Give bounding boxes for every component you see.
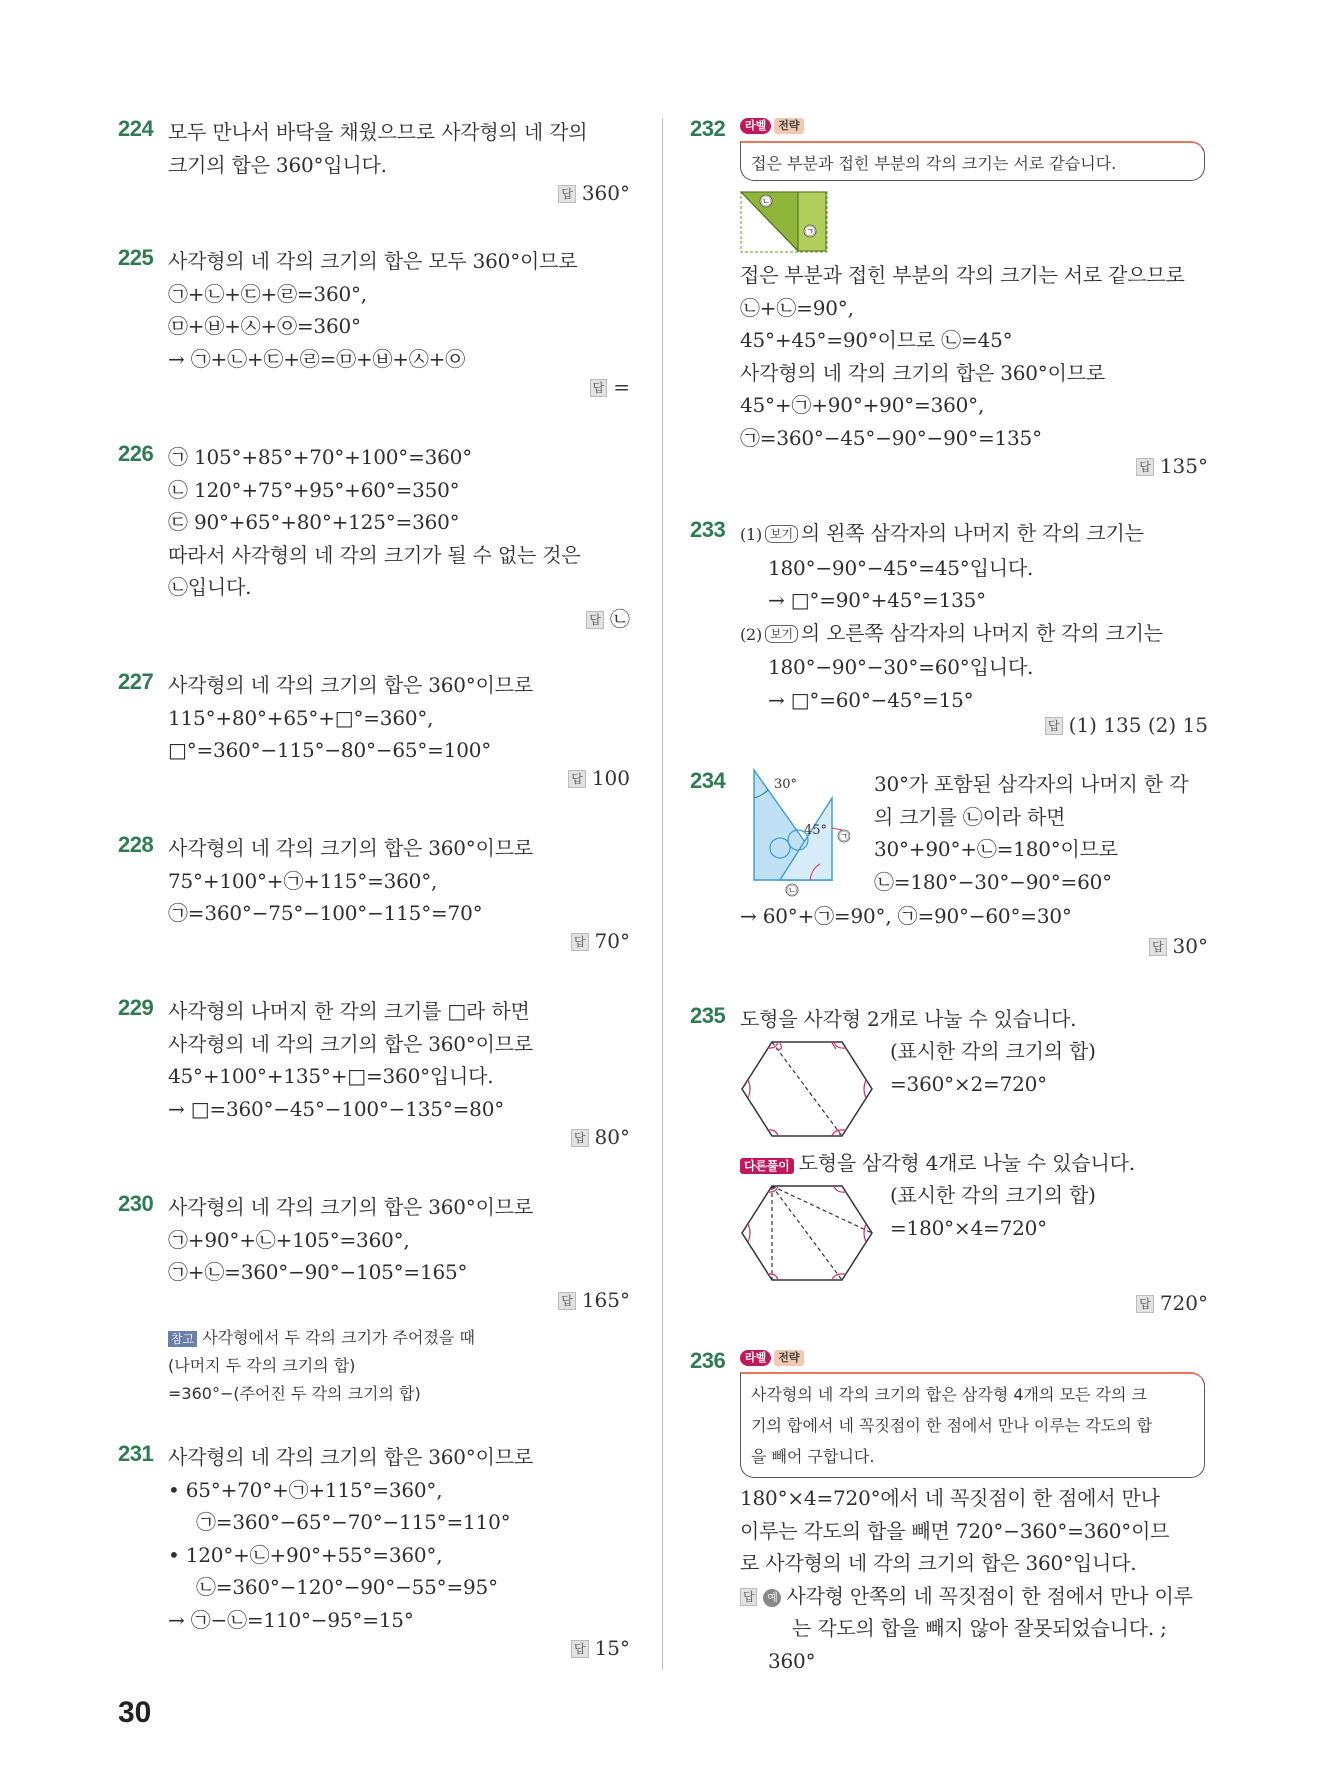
problem-number: 231 — [118, 1441, 154, 1466]
figure-label: ㉠ — [805, 227, 815, 238]
solution-line: 로 사각형의 네 각의 크기의 합은 360°입니다. — [740, 1551, 1137, 1575]
line-text: 의 왼쪽 삼각자의 나머지 한 각의 크기는 — [800, 521, 1144, 545]
problem-number: 225 — [118, 245, 154, 270]
reference-note — [168, 1324, 475, 1408]
solution-line: ㉡+㉡=90°, — [740, 295, 854, 320]
solution-line: 사각형의 나머지 한 각의 크기를 □라 하면 — [168, 999, 530, 1023]
solution-line: ㉠=360°−45°−90°−90°=135° — [740, 425, 1042, 450]
strategy-text: 사각형의 네 각의 크기의 합은 삼각형 4개의 모든 각의 크 — [751, 1385, 1147, 1404]
solution-line: 180°−90°−30°=60°입니다. — [768, 655, 1034, 679]
line-text: 의 오른쪽 삼각자의 나머지 한 각의 크기는 — [800, 620, 1163, 645]
solution-line: • 120°+㉡+90°+55°=360°, — [168, 1542, 443, 1567]
alternative-line — [740, 1147, 1135, 1180]
solution-line: 115°+80°+65°+□°=360°, — [168, 705, 434, 730]
solution-line: 사각형의 네 각의 크기의 합은 360°이므로 — [168, 836, 533, 860]
figure-label: 45° — [804, 823, 828, 838]
problem-number: 230 — [118, 1191, 154, 1216]
solution-line: 크기의 합은 360°입니다. — [168, 152, 387, 177]
part-number: (2) — [740, 624, 763, 644]
solution-line: 75°+100°+㉠+115°=360°, — [168, 868, 438, 893]
solution-line: 따라서 사각형의 네 각의 크기가 될 수 없는 것은 — [168, 542, 581, 567]
solution-line: • 65°+70°+㉠+115°=360°, — [168, 1477, 443, 1502]
problem-236 — [690, 1348, 1208, 1678]
strategy-badge: 전략 — [774, 1350, 803, 1366]
strategy-header — [740, 118, 804, 134]
solution-line: 45°+45°=90°이므로 ㉡=45° — [740, 328, 1013, 352]
strategy-box — [740, 141, 1205, 181]
solution-line: 사각형의 네 각의 크기의 합은 360°이므로 — [168, 1445, 533, 1469]
solution-line: ㉠=360°−75°−100°−115°=70° — [168, 901, 483, 925]
strategy-badge: 전략 — [774, 118, 803, 134]
answer-value: 360° — [581, 181, 630, 205]
solution-line: 180°−90°−45°=45°입니다. — [768, 555, 1034, 580]
answer — [1136, 1291, 1208, 1315]
answer-marker: 답 — [558, 185, 576, 203]
answer-marker: 답 — [590, 379, 608, 397]
label-badge: 라벨 — [740, 1350, 771, 1366]
answer-value: 135° — [1159, 454, 1208, 478]
note-line: =360°−(주어진 두 각의 크기의 합) — [168, 1384, 421, 1403]
solution-line: 접은 부분과 접힌 부분의 각의 크기는 서로 같으므로 — [740, 263, 1185, 287]
figure-label: ㉡ — [787, 886, 797, 897]
side-line: =180°×4=720° — [890, 1215, 1047, 1240]
note-line: 사각형에서 두 각의 크기가 주어졌을 때 — [202, 1328, 475, 1347]
side-line: (표시한 각의 크기의 합) — [890, 1183, 1096, 1207]
page-number: 30 — [118, 1696, 152, 1729]
answer-marker: 답 — [1136, 458, 1154, 476]
problem-235 — [690, 1003, 1208, 1323]
solution-line: 모두 만나서 바닥을 채웠으므로 사각형의 네 각의 — [168, 120, 588, 144]
solution-line: 30°가 포함된 삼각자의 나머지 한 각 — [874, 772, 1189, 796]
solution-line: ㉡=360°−120°−90°−55°=95° — [196, 1575, 498, 1599]
answer-marker: 답 — [1136, 1295, 1154, 1313]
answer-line — [740, 1580, 1193, 1613]
solution-line: ㉡입니다. — [168, 575, 252, 599]
solution-line: ㉠+㉡=360°−90°−105°=165° — [168, 1260, 468, 1284]
answer-value: 80° — [594, 1125, 630, 1149]
problem-227 — [118, 669, 630, 799]
answer — [586, 603, 630, 632]
answer-marker: 답 — [558, 1292, 576, 1310]
strategy-box — [740, 1372, 1205, 1478]
answer-line: 360° — [768, 1648, 816, 1673]
note-line: (나머지 두 각의 크기의 합) — [168, 1356, 356, 1375]
solution-line: ㉠+90°+㉡+105°=360°, — [168, 1227, 410, 1252]
answer-value: = — [613, 375, 630, 399]
answer-marker: 답 — [571, 1129, 589, 1147]
problem-number: 224 — [118, 116, 154, 141]
problem-number: 232 — [690, 116, 726, 141]
example-box-label: 보기 — [765, 625, 798, 643]
answer-value: 720° — [1159, 1291, 1208, 1315]
solution-line — [740, 617, 1163, 652]
solution-line: → ㉠−㉡=110°−95°=15° — [168, 1607, 414, 1632]
hexagon-two-quadrilaterals-figure — [740, 1039, 875, 1139]
problem-233 — [690, 517, 1208, 737]
answer-value: (1) 135 (2) 15 — [1068, 713, 1208, 737]
answer — [571, 1125, 630, 1149]
answer-line: 는 각도의 합을 빼지 않아 잘못되었습니다. ; — [792, 1616, 1167, 1640]
problem-226 — [118, 441, 630, 631]
solution-line: 180°×4=720°에서 네 꼭짓점이 한 점에서 만나 — [740, 1486, 1160, 1510]
answer-value: 사각형 안쪽의 네 꼭짓점이 한 점에서 만나 이루 — [786, 1583, 1193, 1608]
answer — [1136, 454, 1208, 478]
answer-marker: 답 — [586, 611, 604, 629]
answer-marker: 답 — [571, 1640, 589, 1658]
solution-line: 30°+90°+㉡=180°이므로 — [874, 837, 1118, 861]
answer-marker: 답 — [571, 933, 589, 951]
problem-number: 227 — [118, 669, 154, 694]
problem-232 — [690, 116, 1208, 486]
solution-line: 사각형의 네 각의 크기의 합은 360°이므로 — [168, 1195, 533, 1219]
strategy-header — [740, 1350, 804, 1366]
solution-line: 사각형의 네 각의 크기의 합은 360°이므로 — [168, 673, 533, 697]
answer-value: 165° — [581, 1288, 630, 1312]
solution-line: → ㉠+㉡+㉢+㉣=㉤+㉥+㉦+㉧ — [168, 346, 466, 371]
solution-line: ㉡ 120°+75°+95°+60°=350° — [168, 477, 460, 502]
line-text: 도형을 삼각형 4개로 나눌 수 있습니다. — [798, 1151, 1135, 1175]
problem-225 — [118, 245, 630, 405]
solution-line: 사각형의 네 각의 크기의 합은 모두 360°이므로 — [168, 249, 578, 273]
figure-label: ㉠ — [839, 832, 849, 843]
figure-label: ㉡ — [761, 197, 771, 208]
solution-line: → 60°+㉠=90°, ㉠=90°−60°=30° — [740, 904, 1072, 928]
answer — [590, 375, 630, 399]
set-squares-figure — [740, 768, 850, 898]
problem-230 — [118, 1191, 630, 1421]
solution-line: 이루는 각도의 합을 빼면 720°−360°=360°이므 — [740, 1518, 1170, 1543]
solution-line: → □°=60°−45°=15° — [768, 687, 974, 712]
answer — [1045, 713, 1208, 737]
problem-231 — [118, 1441, 630, 1671]
problem-234 — [690, 768, 1208, 968]
answer-value: ㉡ — [610, 607, 630, 631]
label-badge: 라벨 — [740, 118, 771, 134]
problem-229 — [118, 995, 630, 1160]
solution-line: → □°=90°+45°=135° — [768, 588, 986, 612]
folded-paper-figure — [740, 191, 830, 256]
solution-line: ㉠=360°−65°−70°−115°=110° — [196, 1510, 511, 1534]
answer-marker: 답 — [740, 1588, 757, 1606]
answer — [558, 181, 630, 205]
problem-number: 235 — [690, 1003, 726, 1028]
solution-line: 의 크기를 ㉡이라 하면 — [874, 804, 1066, 829]
hexagon-four-triangles-figure — [740, 1183, 875, 1283]
answer-value: 100 — [591, 766, 630, 790]
problem-number: 228 — [118, 832, 154, 857]
answer — [571, 1636, 630, 1660]
solution-line — [740, 517, 1163, 552]
problem-number: 234 — [690, 768, 726, 793]
answer-marker: 답 — [1149, 938, 1167, 956]
strategy-text: 을 빼어 구합니다. — [751, 1447, 875, 1466]
part-number: (1) — [740, 525, 763, 544]
side-line: (표시한 각의 크기의 합) — [890, 1039, 1096, 1063]
example-box-label: 보기 — [765, 525, 798, 543]
alternative-solution-tag: 다른풀이 — [740, 1158, 794, 1174]
reference-tag: 참고 — [168, 1331, 197, 1347]
figure-label: 30° — [774, 777, 798, 792]
solution-line: 도형을 사각형 2개로 나눌 수 있습니다. — [740, 1007, 1077, 1031]
solution-line: ㉤+㉥+㉦+㉧=360° — [168, 314, 361, 338]
solution-line: ㉡=180°−30°−90°=60° — [874, 869, 1112, 894]
solution-line: 45°+㉠+90°+90°=360°, — [740, 393, 985, 417]
strategy-text: 접은 부분과 접힌 부분의 각의 크기는 서로 같습니다. — [751, 154, 1117, 173]
problem-228 — [118, 832, 630, 962]
solution-line: ㉢ 90°+65°+80°+125°=360° — [168, 510, 460, 534]
side-line: =360°×2=720° — [890, 1071, 1047, 1096]
problem-number: 226 — [118, 441, 154, 466]
solution-line: → □=360°−45°−100°−135°=80° — [168, 1096, 505, 1121]
answer — [568, 766, 630, 790]
answer-marker: 답 — [568, 770, 586, 788]
solution-line: □°=360°−115°−80°−65°=100° — [168, 738, 492, 762]
answer — [1149, 934, 1208, 958]
column-divider — [662, 118, 663, 1670]
example-marker: 예 — [763, 1589, 781, 1607]
strategy-text: 기의 합에서 네 꼭짓점이 한 점에서 만나 이루는 각도의 합 — [751, 1416, 1153, 1435]
answer — [558, 1288, 630, 1312]
solution-line: 사각형의 네 각의 크기의 합은 360°이므로 — [168, 1031, 533, 1056]
answer-value: 70° — [594, 929, 630, 953]
solution-line: ㉠+㉡+㉢+㉣=360°, — [168, 281, 367, 306]
problem-number: 236 — [690, 1348, 726, 1373]
problem-number: 233 — [690, 517, 726, 542]
problem-number: 229 — [118, 995, 154, 1020]
answer-marker: 답 — [1045, 717, 1063, 735]
solution-line: 사각형의 네 각의 크기의 합은 360°이므로 — [740, 360, 1105, 385]
answer — [571, 929, 630, 953]
solution-line: 45°+100°+135°+□=360°입니다. — [168, 1064, 494, 1088]
problem-224 — [118, 116, 630, 216]
answer-value: 15° — [594, 1636, 630, 1660]
answer-value: 30° — [1172, 934, 1208, 958]
solution-line: ㉠ 105°+85°+70°+100°=360° — [168, 445, 473, 469]
